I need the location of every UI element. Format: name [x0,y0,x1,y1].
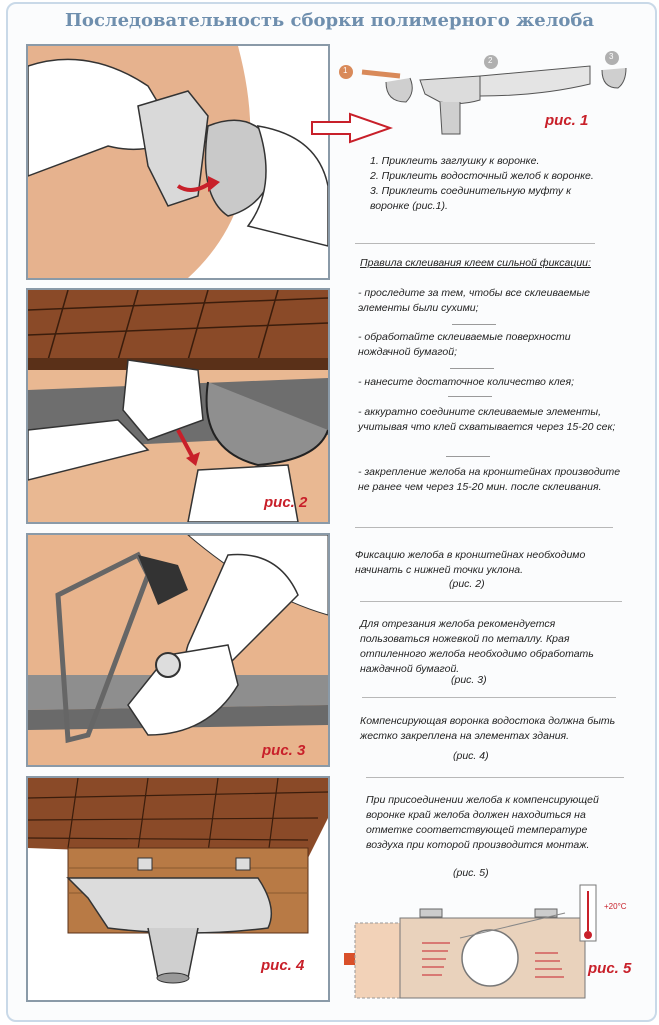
figure-5-ref: (рис. 5) [453,867,489,879]
exploded-view-illustration [310,44,650,154]
part-label-1: 1 [343,66,348,75]
gutter-bracket-illustration [28,290,328,522]
figure-3-ref: (рис. 3) [451,674,487,686]
rule-item-3: - нанесите достаточное количество клея; [358,376,575,388]
divider [448,396,492,397]
rule-item-2: - обработайте склеиваемые поверхности нождачной бумагой; [358,331,571,358]
divider [450,368,494,369]
figure-1-panel [26,44,330,280]
step-2: 2. Приклеить водосточный желоб к воронке. [370,170,594,182]
figure-5-text: При присоединении желоба к компенсирующей воронке край желоба должен находиться на отметке соответствующей температуре воздуха при которой производится монтаж. [366,794,599,851]
step-1: 1. Приклеить заглушку к воронке. [370,155,540,167]
figure-4-ref: (рис. 4) [453,750,489,762]
figure-4-caption: рис. 4 [261,957,305,974]
figure-2-text: Фиксацию желоба в кронштейнах необходимо начинать с нижней точки уклона. [355,549,586,576]
divider [360,601,622,602]
step-3: 3. Приклеить соединительную муфту к воронке (рис.1). [370,185,572,212]
part-label-2: 2 [488,56,493,65]
figure-2-panel [26,288,330,524]
gluing-cap-illustration [28,46,328,278]
divider [366,777,624,778]
figure-2-caption: рис. 2 [264,494,308,511]
assembly-steps [370,154,610,214]
rule-item-5: - закрепление желоба на кронштейнах производите не ранее чем через 15-20 мин. после склеивания. [358,466,621,493]
divider [355,527,613,528]
arrow-icon [312,114,390,142]
rule-item-1: - проследите за тем, чтобы все склеиваемые элементы были сухими; [358,287,591,314]
figure-1-caption: рис. 1 [545,112,589,129]
temperature-label: +20°C [604,902,627,911]
sawing-gutter-illustration [28,535,328,765]
rules-heading: Правила склеивания клеем сильной фиксации: [360,257,591,269]
rule-item-4: - аккуратно соедините склеиваемые элементы, учитывая что клей схватывается через 15-20 сек; [358,406,616,433]
part-label-3: 3 [609,52,614,61]
divider [362,697,616,698]
page-title: Последовательность сборки полимерного желоба [64,10,595,31]
figure-3-panel [26,533,330,767]
divider [355,243,595,244]
divider [452,324,496,325]
figure-3-text: Для отрезания желоба рекомендуется пользоваться ножевкой по металлу. Края отпиленного желоба необходимо обработать наждачной бумагой. [360,618,594,675]
figure-5-caption: рис. 5 [588,960,632,977]
divider [446,456,490,457]
figure-2-ref: (рис. 2) [449,578,485,590]
figure-3-caption: рис. 3 [262,742,306,759]
figure-4-text: Компенсирующая воронка водостока должна быть жестко закреплена на элементах здания. [360,715,616,742]
